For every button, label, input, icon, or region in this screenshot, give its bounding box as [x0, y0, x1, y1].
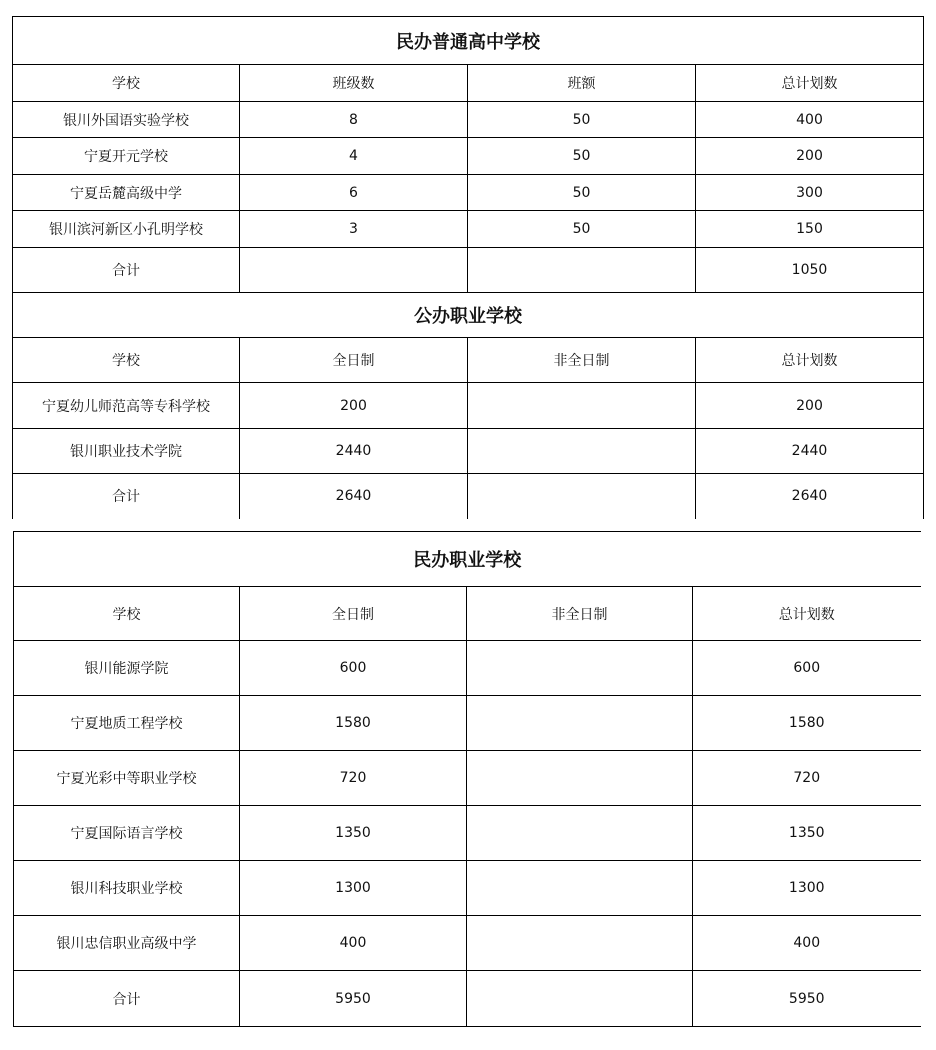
school-name-cell: 宁夏光彩中等职业学校 [14, 751, 240, 806]
table-row [13, 102, 924, 138]
value-cell: 2640 [240, 474, 468, 519]
enrollment-table-top [12, 16, 924, 519]
value-cell: 1050 [696, 248, 924, 293]
value-cell: 1350 [693, 806, 921, 861]
value-cell [467, 916, 693, 971]
school-name-cell: 宁夏幼儿师范高等专科学校 [13, 383, 240, 429]
value-cell: 2440 [696, 429, 924, 474]
value-cell: 5950 [693, 971, 921, 1027]
value-cell [467, 971, 693, 1027]
school-name-cell: 宁夏开元学校 [13, 138, 240, 175]
header-cell: 学校 [14, 587, 240, 641]
school-name-cell: 银川科技职业学校 [14, 861, 240, 916]
table-row [14, 861, 921, 916]
school-name-cell: 银川职业技术学院 [13, 429, 240, 474]
school-name-cell: 银川能源学院 [14, 641, 240, 696]
header-cell: 非全日制 [467, 587, 693, 641]
value-cell [468, 429, 696, 474]
value-cell: 600 [240, 641, 467, 696]
value-cell: 6 [240, 175, 468, 211]
table-row [14, 751, 921, 806]
value-cell: 8 [240, 102, 468, 138]
value-cell: 600 [693, 641, 921, 696]
value-cell: 400 [696, 102, 924, 138]
section-title-row [14, 532, 921, 587]
school-name-cell: 宁夏地质工程学校 [14, 696, 240, 751]
value-cell: 200 [240, 383, 468, 429]
school-name-cell: 宁夏岳麓高级中学 [13, 175, 240, 211]
value-cell: 1580 [693, 696, 921, 751]
value-cell: 200 [696, 383, 924, 429]
value-cell [468, 383, 696, 429]
value-cell: 300 [696, 175, 924, 211]
header-cell: 非全日制 [468, 338, 696, 383]
value-cell [467, 696, 693, 751]
value-cell: 200 [696, 138, 924, 175]
value-cell: 50 [468, 102, 696, 138]
value-cell: 400 [240, 916, 467, 971]
table-row [14, 641, 921, 696]
header-row [13, 338, 924, 383]
section-title-row [13, 17, 924, 65]
school-name-cell: 银川外国语实验学校 [13, 102, 240, 138]
value-cell: 5950 [240, 971, 467, 1027]
header-cell: 总计划数 [696, 65, 924, 102]
table-row [13, 383, 924, 429]
value-cell: 1580 [240, 696, 467, 751]
header-cell: 班级数 [240, 65, 468, 102]
enrollment-table-bottom [13, 531, 921, 1027]
total-label-cell: 合计 [14, 971, 240, 1027]
value-cell: 400 [693, 916, 921, 971]
value-cell: 1350 [240, 806, 467, 861]
table-row [14, 806, 921, 861]
header-row [14, 587, 921, 641]
school-name-cell: 宁夏国际语言学校 [14, 806, 240, 861]
value-cell: 720 [240, 751, 467, 806]
header-cell: 学校 [13, 338, 240, 383]
school-name-cell: 银川忠信职业高级中学 [14, 916, 240, 971]
value-cell [467, 641, 693, 696]
value-cell: 3 [240, 211, 468, 248]
value-cell [240, 248, 468, 293]
header-cell: 班额 [468, 65, 696, 102]
total-label-cell: 合计 [13, 248, 240, 293]
table-row [13, 175, 924, 211]
total-row [13, 248, 924, 293]
value-cell: 1300 [693, 861, 921, 916]
table-row [13, 211, 924, 248]
section-title: 公办职业学校 [13, 293, 924, 338]
header-cell: 总计划数 [696, 338, 924, 383]
section-title-row [13, 293, 924, 338]
value-cell: 720 [693, 751, 921, 806]
value-cell [468, 248, 696, 293]
header-cell: 全日制 [240, 338, 468, 383]
value-cell [467, 806, 693, 861]
value-cell [467, 861, 693, 916]
value-cell: 50 [468, 175, 696, 211]
total-row [13, 474, 924, 519]
value-cell: 50 [468, 211, 696, 248]
header-row [13, 65, 924, 102]
total-row [14, 971, 921, 1027]
value-cell: 2640 [696, 474, 924, 519]
header-cell: 学校 [13, 65, 240, 102]
value-cell [467, 751, 693, 806]
table-row [13, 138, 924, 175]
table-row [14, 696, 921, 751]
value-cell [468, 474, 696, 519]
section-title: 民办普通高中学校 [13, 17, 924, 65]
table-row [14, 916, 921, 971]
header-cell: 总计划数 [693, 587, 921, 641]
school-name-cell: 银川滨河新区小孔明学校 [13, 211, 240, 248]
header-cell: 全日制 [240, 587, 467, 641]
value-cell: 50 [468, 138, 696, 175]
value-cell: 1300 [240, 861, 467, 916]
section-title: 民办职业学校 [14, 532, 921, 587]
value-cell: 2440 [240, 429, 468, 474]
value-cell: 4 [240, 138, 468, 175]
table-row [13, 429, 924, 474]
value-cell: 150 [696, 211, 924, 248]
total-label-cell: 合计 [13, 474, 240, 519]
